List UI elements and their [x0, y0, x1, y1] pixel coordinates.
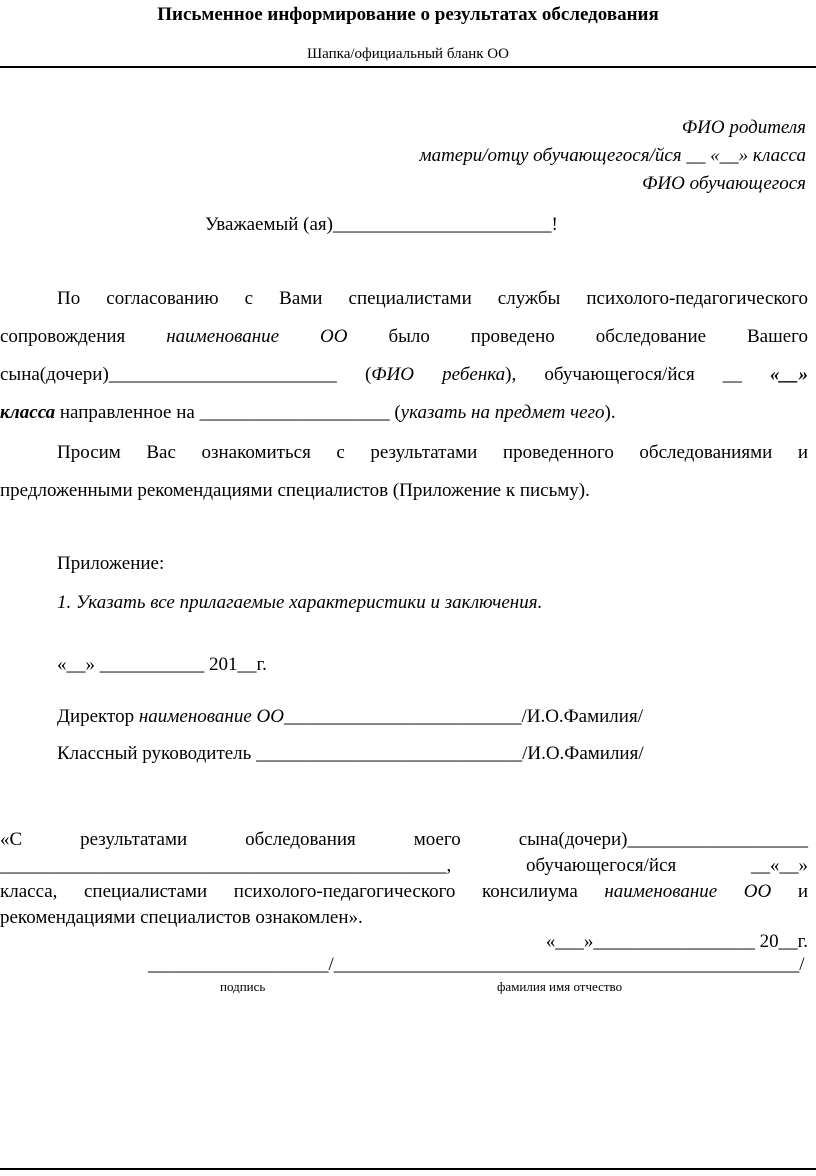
ack-line-3 [0, 881, 808, 903]
body-text: и [797, 881, 808, 902]
body-text: Директор [57, 706, 139, 727]
letterhead-placeholder: Шапка/официальный бланк ОО [307, 46, 509, 62]
header-divider [0, 66, 816, 68]
recipient-line-3: ФИО обучающегося [642, 173, 806, 194]
ack-signature-line: ___________________/_________________________________________________/ [148, 954, 805, 975]
body-p1-line-3 [0, 364, 808, 386]
body-text: ). [604, 402, 616, 423]
body-text: обучающегося/йся __«__» [525, 855, 808, 876]
body-p1-line-4 [0, 402, 616, 424]
body-text: _______________________________________________, [0, 855, 452, 876]
class-label: класса [0, 402, 56, 423]
appendix-item: 1. Указать все прилагаемые характеристики и заключения. [57, 592, 543, 613]
director-signature-line [57, 706, 643, 728]
ack-date: «___»_________________ 20__г. [545, 931, 808, 952]
body-text: было проведено обследование Вашего [388, 326, 808, 347]
body-text: направленное на ____________________ ( [55, 402, 401, 423]
school-name-placeholder: наименование ОО [166, 326, 348, 347]
ack-line-2 [0, 855, 808, 877]
body-text: сопровождения [0, 326, 126, 347]
greeting: Уважаемый (ая)_______________________! [205, 214, 558, 235]
appendix-label: Приложение: [57, 553, 165, 574]
ack-line-4: рекомендациями специалистов ознакомлен». [0, 907, 363, 928]
body-text: _________________________/И.О.Фамилия/ [283, 706, 643, 727]
page-title: Письменное информирование о результатах обследования [157, 4, 659, 25]
body-p1-line-1: По согласованию с Вами специалистами службы психолого-педагогического [57, 288, 808, 309]
ack-line-1: «С результатами обследования моего сына(дочери)___________________ [0, 829, 808, 850]
recipient-line-2: матери/отцу обучающегося/йся __ «__» класса [419, 145, 806, 166]
school-name-placeholder: наименование ОО [604, 881, 772, 902]
teacher-signature-line: Классный руководитель ____________________________/И.О.Фамилия/ [57, 743, 644, 764]
class-placeholder: «__» [770, 364, 808, 385]
recipient-block [419, 114, 806, 198]
subject-placeholder: указать на предмет чего [400, 402, 605, 423]
body-text: сына(дочери)________________________ ( [0, 364, 372, 385]
caption-signature: подпись [220, 979, 266, 994]
caption-full-name: фамилия имя отчество [497, 979, 623, 994]
body-p2-line-2: предложенными рекомендациями специалистов (Приложение к письму). [0, 480, 590, 501]
school-name-placeholder: наименование ОО [138, 706, 284, 727]
body-p2-line-1: Просим Вас ознакомиться с результатами проведенного обследованиями и [57, 442, 808, 463]
body-text: класса, специалистами психолого-педагогического консилиума [0, 881, 578, 902]
body-p1-line-2 [0, 326, 808, 348]
child-name-placeholder: ФИО ребенка [371, 364, 506, 385]
recipient-line-1: ФИО родителя [681, 117, 806, 138]
letter-date: «__» ___________ 201__г. [57, 654, 267, 675]
footer-divider [0, 1168, 816, 1170]
body-text: ), обучающегося/йся __ [505, 364, 742, 385]
